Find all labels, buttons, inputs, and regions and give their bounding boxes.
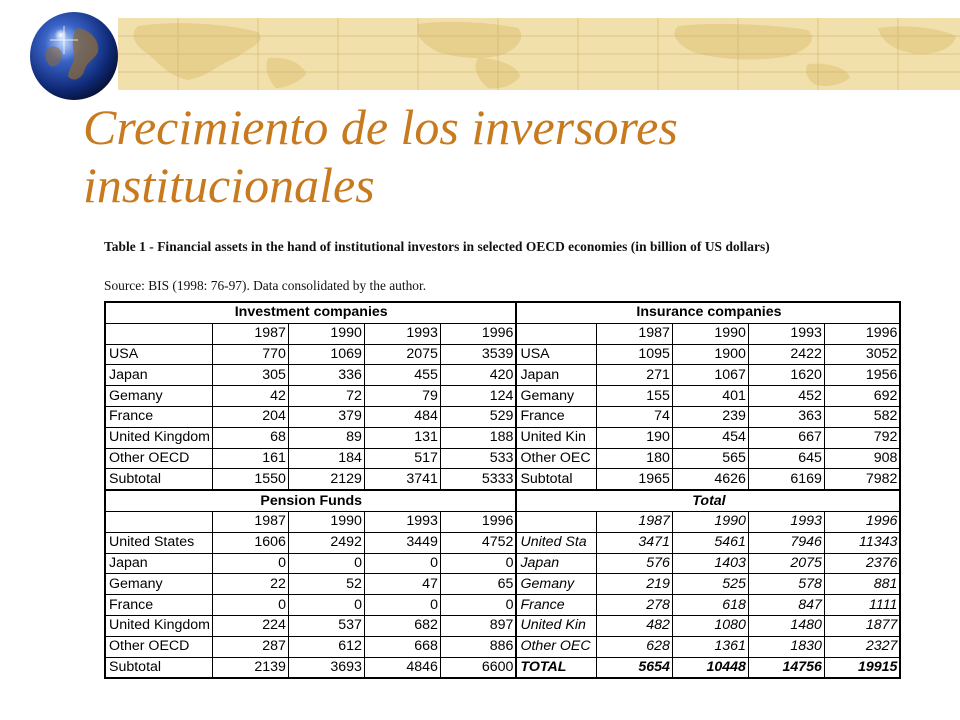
row-label: Subtotal — [105, 469, 212, 490]
row-label: United Sta — [516, 532, 596, 553]
table-cell: 1403 — [672, 553, 748, 574]
table-row — [105, 657, 900, 678]
table-cell: 4846 — [364, 657, 440, 678]
section-title: Pension Funds — [105, 490, 516, 511]
table-cell: 0 — [364, 553, 440, 574]
table-cell: 0 — [212, 595, 288, 616]
table-cell: 618 — [672, 595, 748, 616]
table-cell: 74 — [596, 406, 672, 427]
year-header-row — [105, 323, 900, 344]
row-label — [516, 511, 596, 532]
table-cell: 184 — [288, 448, 364, 469]
table-cell: 2129 — [288, 469, 364, 490]
table-cell: 454 — [672, 427, 748, 448]
table-caption: Table 1 - Financial assets in the hand of institutional investors in selected OECD economies (in billion of US dollars) — [104, 239, 770, 254]
globe-icon — [28, 10, 120, 102]
table-cell: 7946 — [748, 532, 824, 553]
row-label: Japan — [105, 365, 212, 386]
table-cell: 271 — [596, 365, 672, 386]
table-cell: 0 — [212, 553, 288, 574]
table-cell: 0 — [364, 595, 440, 616]
row-label: Gemany — [105, 574, 212, 595]
table-cell: 5461 — [672, 532, 748, 553]
table-cell: 525 — [672, 574, 748, 595]
table-cell: 1111 — [824, 595, 900, 616]
table-cell: 1965 — [596, 469, 672, 490]
slide-title: Crecimiento de los inversores institucionales — [83, 99, 678, 213]
table-cell: 2075 — [364, 344, 440, 365]
table-cell: 6169 — [748, 469, 824, 490]
table-cell: 1361 — [672, 636, 748, 657]
year-header: 1993 — [748, 323, 824, 344]
table-cell: 628 — [596, 636, 672, 657]
table-cell: 1095 — [596, 344, 672, 365]
table-cell: 224 — [212, 615, 288, 636]
year-header: 1990 — [288, 511, 364, 532]
table-cell: 219 — [596, 574, 672, 595]
table-cell: 19915 — [824, 657, 900, 678]
table-row — [105, 595, 900, 616]
table-cell: 2075 — [748, 553, 824, 574]
section-title: Insurance companies — [516, 302, 900, 323]
table-cell: 379 — [288, 406, 364, 427]
table-cell: 645 — [748, 448, 824, 469]
table-cell: 155 — [596, 386, 672, 407]
table-cell: 537 — [288, 615, 364, 636]
table-cell: 5654 — [596, 657, 672, 678]
table-row — [105, 448, 900, 469]
row-label — [105, 323, 212, 344]
year-header: 1993 — [748, 511, 824, 532]
table-cell: 908 — [824, 448, 900, 469]
financial-assets-table — [104, 301, 901, 679]
table-cell: 287 — [212, 636, 288, 657]
table-cell: 3449 — [364, 532, 440, 553]
year-header: 1990 — [672, 511, 748, 532]
table-cell: 582 — [824, 406, 900, 427]
table-cell: 124 — [440, 386, 516, 407]
year-header: 1996 — [440, 323, 516, 344]
row-label: United Kin — [516, 615, 596, 636]
section-title: Total — [516, 490, 900, 511]
table-cell: 455 — [364, 365, 440, 386]
row-label: Subtotal — [105, 657, 212, 678]
year-header-row — [105, 511, 900, 532]
row-label: Japan — [516, 365, 596, 386]
row-label: Gemany — [516, 386, 596, 407]
table-cell: 89 — [288, 427, 364, 448]
world-map-graphic — [118, 18, 960, 90]
section-title: Investment companies — [105, 302, 516, 323]
table-cell: 239 — [672, 406, 748, 427]
row-label: France — [516, 406, 596, 427]
table-cell: 42 — [212, 386, 288, 407]
year-header: 1990 — [288, 323, 364, 344]
row-label — [105, 511, 212, 532]
table-cell: 452 — [748, 386, 824, 407]
table-cell: 667 — [748, 427, 824, 448]
table-row — [105, 553, 900, 574]
row-label — [516, 323, 596, 344]
table-cell: 482 — [596, 615, 672, 636]
table-cell: 881 — [824, 574, 900, 595]
table-cell: 5333 — [440, 469, 516, 490]
row-label: Gemany — [516, 574, 596, 595]
year-header: 1987 — [212, 323, 288, 344]
row-label: France — [105, 595, 212, 616]
table-cell: 161 — [212, 448, 288, 469]
table-cell: 305 — [212, 365, 288, 386]
table-cell: 2327 — [824, 636, 900, 657]
table-cell: 1956 — [824, 365, 900, 386]
table-cell: 792 — [824, 427, 900, 448]
table-cell: 22 — [212, 574, 288, 595]
table-cell: 420 — [440, 365, 516, 386]
row-label: TOTAL — [516, 657, 596, 678]
table-row — [105, 427, 900, 448]
table-row — [105, 406, 900, 427]
row-label: France — [105, 406, 212, 427]
table-cell: 1830 — [748, 636, 824, 657]
table-cell: 1069 — [288, 344, 364, 365]
table-cell: 1080 — [672, 615, 748, 636]
table-cell: 533 — [440, 448, 516, 469]
row-label: Other OEC — [516, 636, 596, 657]
table-cell: 1067 — [672, 365, 748, 386]
table-cell: 79 — [364, 386, 440, 407]
table-cell: 565 — [672, 448, 748, 469]
table-row — [105, 469, 900, 490]
table-cell: 72 — [288, 386, 364, 407]
row-label: Other OECD — [105, 636, 212, 657]
year-header: 1990 — [672, 323, 748, 344]
section-header-row — [105, 490, 900, 511]
table-cell: 7982 — [824, 469, 900, 490]
table-cell: 668 — [364, 636, 440, 657]
table-cell: 1877 — [824, 615, 900, 636]
table-cell: 180 — [596, 448, 672, 469]
table-cell: 4752 — [440, 532, 516, 553]
year-header: 1987 — [596, 511, 672, 532]
table-cell: 47 — [364, 574, 440, 595]
table-cell: 578 — [748, 574, 824, 595]
year-header: 1996 — [440, 511, 516, 532]
table-cell: 14756 — [748, 657, 824, 678]
table-cell: 190 — [596, 427, 672, 448]
table-cell: 3052 — [824, 344, 900, 365]
table-cell: 1620 — [748, 365, 824, 386]
row-label: Other OEC — [516, 448, 596, 469]
row-label: France — [516, 595, 596, 616]
row-label: United Kin — [516, 427, 596, 448]
table-cell: 484 — [364, 406, 440, 427]
table-row — [105, 386, 900, 407]
table-cell: 847 — [748, 595, 824, 616]
row-label: Subtotal — [516, 469, 596, 490]
table-cell: 1550 — [212, 469, 288, 490]
table-cell: 131 — [364, 427, 440, 448]
table-cell: 897 — [440, 615, 516, 636]
table-cell: 4626 — [672, 469, 748, 490]
world-map-banner — [118, 18, 960, 90]
table-cell: 3539 — [440, 344, 516, 365]
row-label: Other OECD — [105, 448, 212, 469]
table-cell: 886 — [440, 636, 516, 657]
table-cell: 6600 — [440, 657, 516, 678]
table-cell: 2492 — [288, 532, 364, 553]
row-label: USA — [105, 344, 212, 365]
table-cell: 68 — [212, 427, 288, 448]
table-cell: 0 — [288, 595, 364, 616]
year-header: 1987 — [596, 323, 672, 344]
table-cell: 188 — [440, 427, 516, 448]
row-label: Japan — [516, 553, 596, 574]
table-cell: 770 — [212, 344, 288, 365]
table-cell: 11343 — [824, 532, 900, 553]
row-label: United Kingdom — [105, 427, 212, 448]
table-row — [105, 574, 900, 595]
row-label: United States — [105, 532, 212, 553]
table-cell: 692 — [824, 386, 900, 407]
row-label: USA — [516, 344, 596, 365]
table-cell: 529 — [440, 406, 516, 427]
table-cell: 3741 — [364, 469, 440, 490]
table-cell: 0 — [288, 553, 364, 574]
row-label: United Kingdom — [105, 615, 212, 636]
table-row — [105, 615, 900, 636]
row-label: Japan — [105, 553, 212, 574]
table-cell: 2139 — [212, 657, 288, 678]
table-cell: 612 — [288, 636, 364, 657]
table-row — [105, 636, 900, 657]
year-header: 1996 — [824, 511, 900, 532]
table-cell: 2422 — [748, 344, 824, 365]
table-cell: 1480 — [748, 615, 824, 636]
table-cell: 204 — [212, 406, 288, 427]
table-cell: 2376 — [824, 553, 900, 574]
row-label: Gemany — [105, 386, 212, 407]
table-cell: 682 — [364, 615, 440, 636]
table-row — [105, 365, 900, 386]
table-cell: 65 — [440, 574, 516, 595]
year-header: 1993 — [364, 323, 440, 344]
table-cell: 336 — [288, 365, 364, 386]
table-cell: 3471 — [596, 532, 672, 553]
table-cell: 517 — [364, 448, 440, 469]
table-cell: 1900 — [672, 344, 748, 365]
table-cell: 576 — [596, 553, 672, 574]
table-cell: 0 — [440, 595, 516, 616]
table-cell: 52 — [288, 574, 364, 595]
year-header: 1996 — [824, 323, 900, 344]
year-header: 1987 — [212, 511, 288, 532]
year-header: 1993 — [364, 511, 440, 532]
table-cell: 363 — [748, 406, 824, 427]
table-cell: 1606 — [212, 532, 288, 553]
table-cell: 0 — [440, 553, 516, 574]
table-cell: 401 — [672, 386, 748, 407]
table-row — [105, 344, 900, 365]
table-cell: 278 — [596, 595, 672, 616]
table-source: Source: BIS (1998: 76-97). Data consolidated by the author. — [104, 278, 427, 293]
table-cell: 3693 — [288, 657, 364, 678]
section-header-row — [105, 302, 900, 323]
table-cell: 10448 — [672, 657, 748, 678]
table-row — [105, 532, 900, 553]
